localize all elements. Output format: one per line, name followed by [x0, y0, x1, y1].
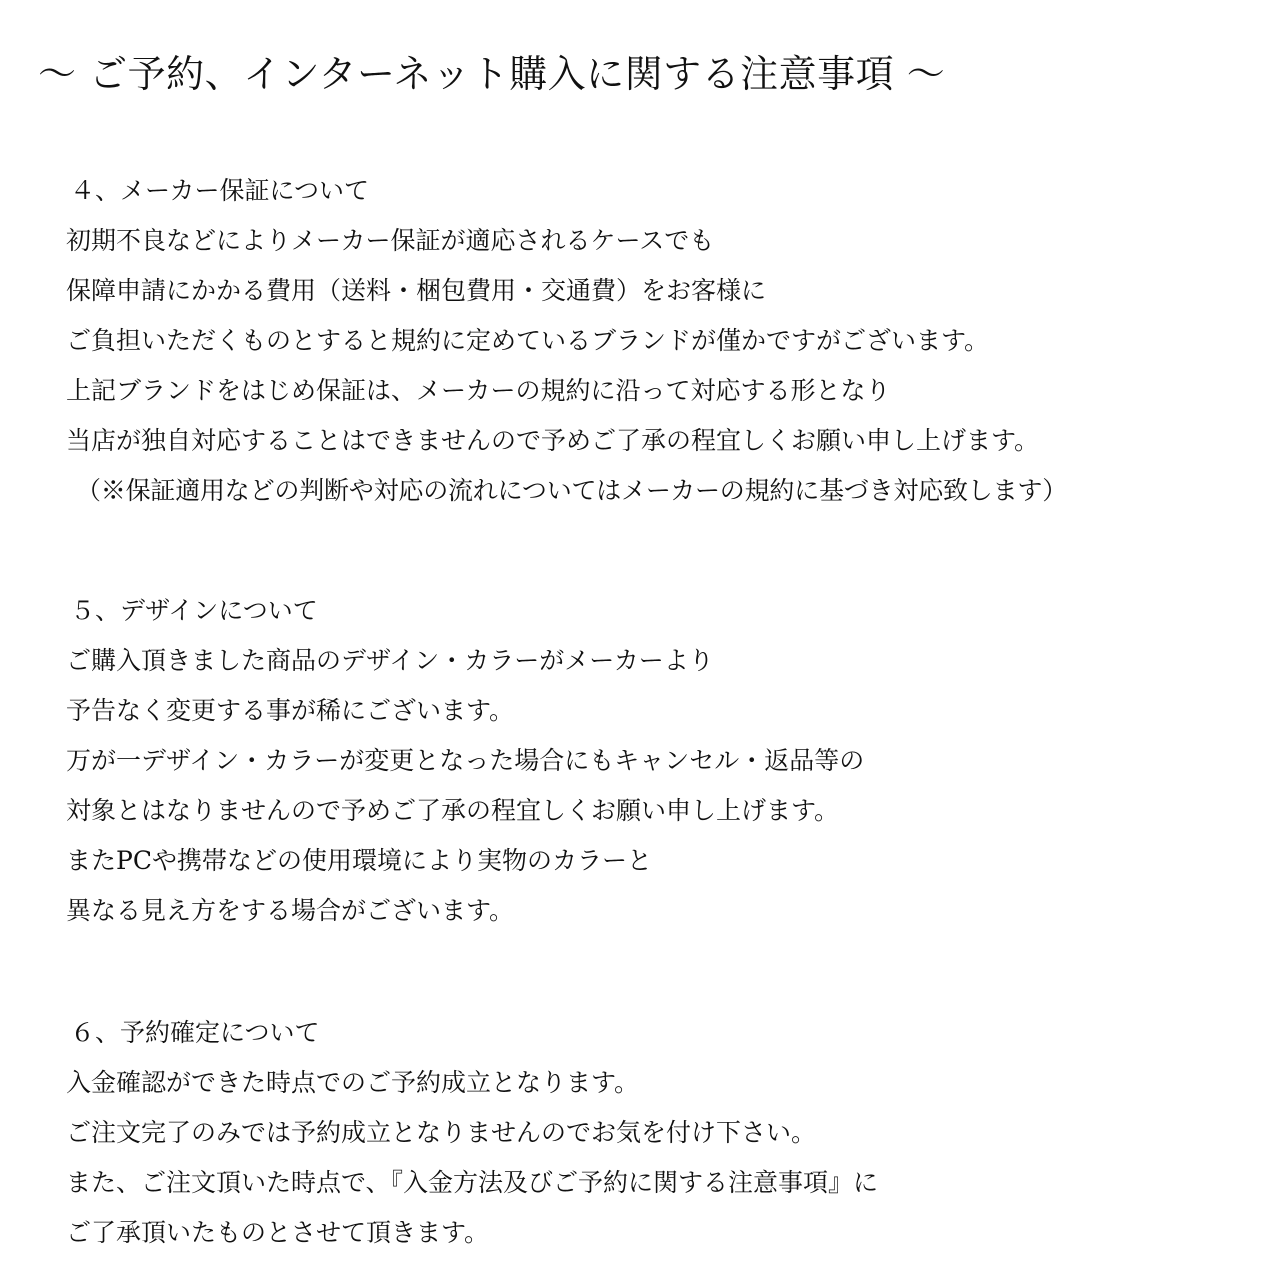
section-line: 予告なく変更する事が稀にございます。 [66, 696, 515, 725]
section-line: 上記ブランドをはじめ保証は、メーカーの規約に沿って対応する形となり [66, 376, 891, 405]
section-line: 入金確認ができた時点でのご予約成立となります。 [66, 1068, 640, 1097]
section-line: ご購入頂きました商品のデザイン・カラーがメーカーより [66, 646, 714, 675]
page-title: ～ ご予約、インターネット購入に関する注意事項 ～ [38, 52, 946, 96]
section-line: また、ご注文頂いた時点で、『入金方法及びご予約に関する注意事項』に [66, 1168, 879, 1197]
section-line: またPCや携帯などの使用環境により実物のカラーと [66, 846, 652, 875]
section-heading: ６、予約確定について [70, 1018, 320, 1047]
section-line: 初期不良などによりメーカー保証が適応されるケースでも [66, 226, 715, 255]
section-line: 対象とはなりませんので予めご了承の程宜しくお願い申し上げます。 [66, 796, 840, 825]
section-heading: ４、メーカー保証について [70, 176, 370, 205]
section-line: 異なる見え方をする場合がございます。 [66, 896, 515, 925]
section-heading: ５、デザインについて [70, 596, 318, 625]
section-line: ご注文完了のみでは予約成立となりませんのでお気を付け下さい。 [66, 1118, 817, 1147]
section-line: 万が一デザイン・カラーが変更となった場合にもキャンセル・返品等の [66, 746, 865, 775]
section-note: （※保証適用などの判断や対応の流れについてはメーカーの規約に基づき対応致します） [76, 476, 1068, 505]
section-design [66, 586, 864, 936]
section-line: 保障申請にかかる費用（送料・梱包費用・交通費）をお客様に [66, 276, 767, 305]
section-maker-warranty [66, 166, 1067, 516]
section-line: 当店が独自対応することはできませんので予めご了承の程宜しくお願い申し上げます。 [66, 426, 1040, 455]
section-line: ご負担いただくものとすると規約に定めているブランドが僅かですがございます。 [66, 326, 990, 355]
section-reservation-confirmation [66, 1008, 878, 1258]
section-line: ご了承頂いたものとさせて頂きます。 [66, 1218, 490, 1247]
